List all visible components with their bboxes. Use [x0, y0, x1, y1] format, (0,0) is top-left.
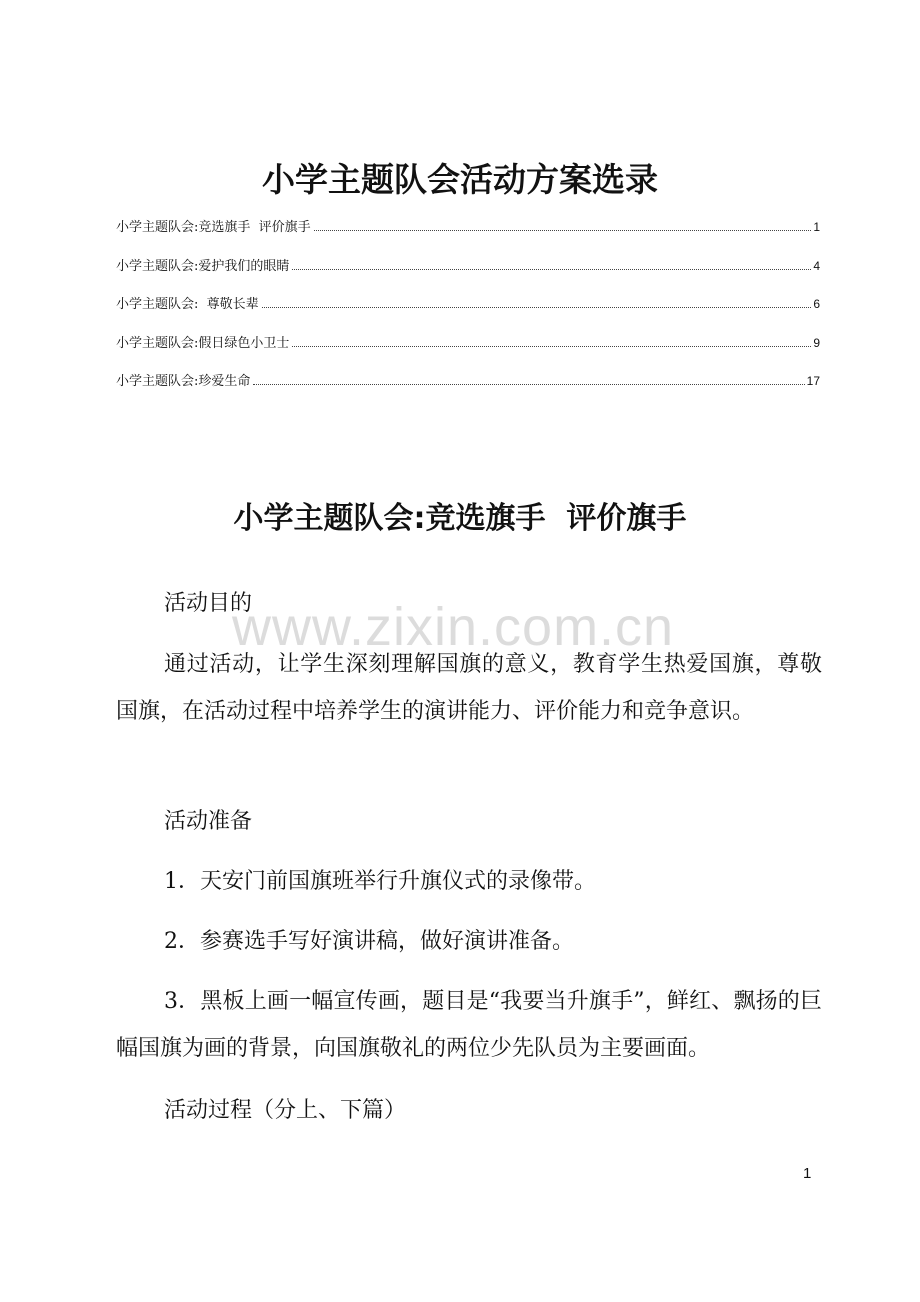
toc-leader-dots — [314, 229, 812, 231]
toc-entry[interactable] — [116, 216, 820, 255]
toc-entry-page: 1 — [813, 220, 820, 234]
heading-activity-goal: 活动目的 — [164, 591, 253, 616]
toc-entry-label: 小学主题队会:珍爱生命 — [116, 374, 251, 389]
toc-leader-dots — [253, 383, 804, 385]
toc-entry-page: 17 — [806, 374, 820, 388]
toc-entry-page: 6 — [813, 297, 820, 311]
paragraph-activity-goal: 通过活动，让学生深刻理解国旗的意义，教育学生热爱国旗，尊敬国旗，在活动过程中培养学生的演讲能力、评价能力和竞争意识。 — [116, 652, 822, 724]
list-item-preparation-2: 2．参赛选手写好演讲稿，做好演讲准备。 — [164, 929, 574, 954]
toc-leader-dots — [262, 306, 812, 308]
table-of-contents — [116, 216, 820, 409]
toc-entry[interactable] — [116, 293, 820, 332]
watermark-text: www.zixin.com.cn — [232, 597, 675, 657]
document-title: 小学主题队会活动方案选录 — [262, 160, 658, 199]
toc-leader-dots — [292, 268, 811, 270]
list-item-preparation-1: 1．天安门前国旗班举行升旗仪式的录像带。 — [164, 869, 596, 894]
toc-entry-label: 小学主题队会:爱护我们的眼睛 — [116, 258, 290, 274]
heading-activity-preparation: 活动准备 — [164, 809, 253, 834]
toc-entry[interactable] — [116, 370, 820, 409]
heading-activity-process: 活动过程（分上、下篇） — [164, 1098, 407, 1123]
toc-entry[interactable] — [116, 332, 820, 371]
toc-entry-page: 4 — [813, 258, 820, 273]
toc-entry-label: 小学主题队会:竞选旗手 评价旗手 — [116, 220, 311, 235]
toc-entry[interactable] — [116, 255, 820, 294]
toc-entry-label: 小学主题队会:假日绿色小卫士 — [116, 335, 290, 351]
page-number: 1 — [803, 1165, 812, 1182]
list-item-preparation-3: 3．黑板上画一幅宣传画，题目是“我要当升旗手”，鲜红、飘扬的巨幅国旗为画的背景，向国旗敬礼的两位少先队员为主要画面。 — [116, 989, 822, 1061]
section-title: 小学主题队会:竞选旗手 评价旗手 — [233, 501, 687, 536]
toc-entry-page: 9 — [813, 335, 820, 350]
toc-entry-label: 小学主题队会: 尊敬长辈 — [116, 297, 259, 312]
toc-leader-dots — [292, 345, 811, 347]
